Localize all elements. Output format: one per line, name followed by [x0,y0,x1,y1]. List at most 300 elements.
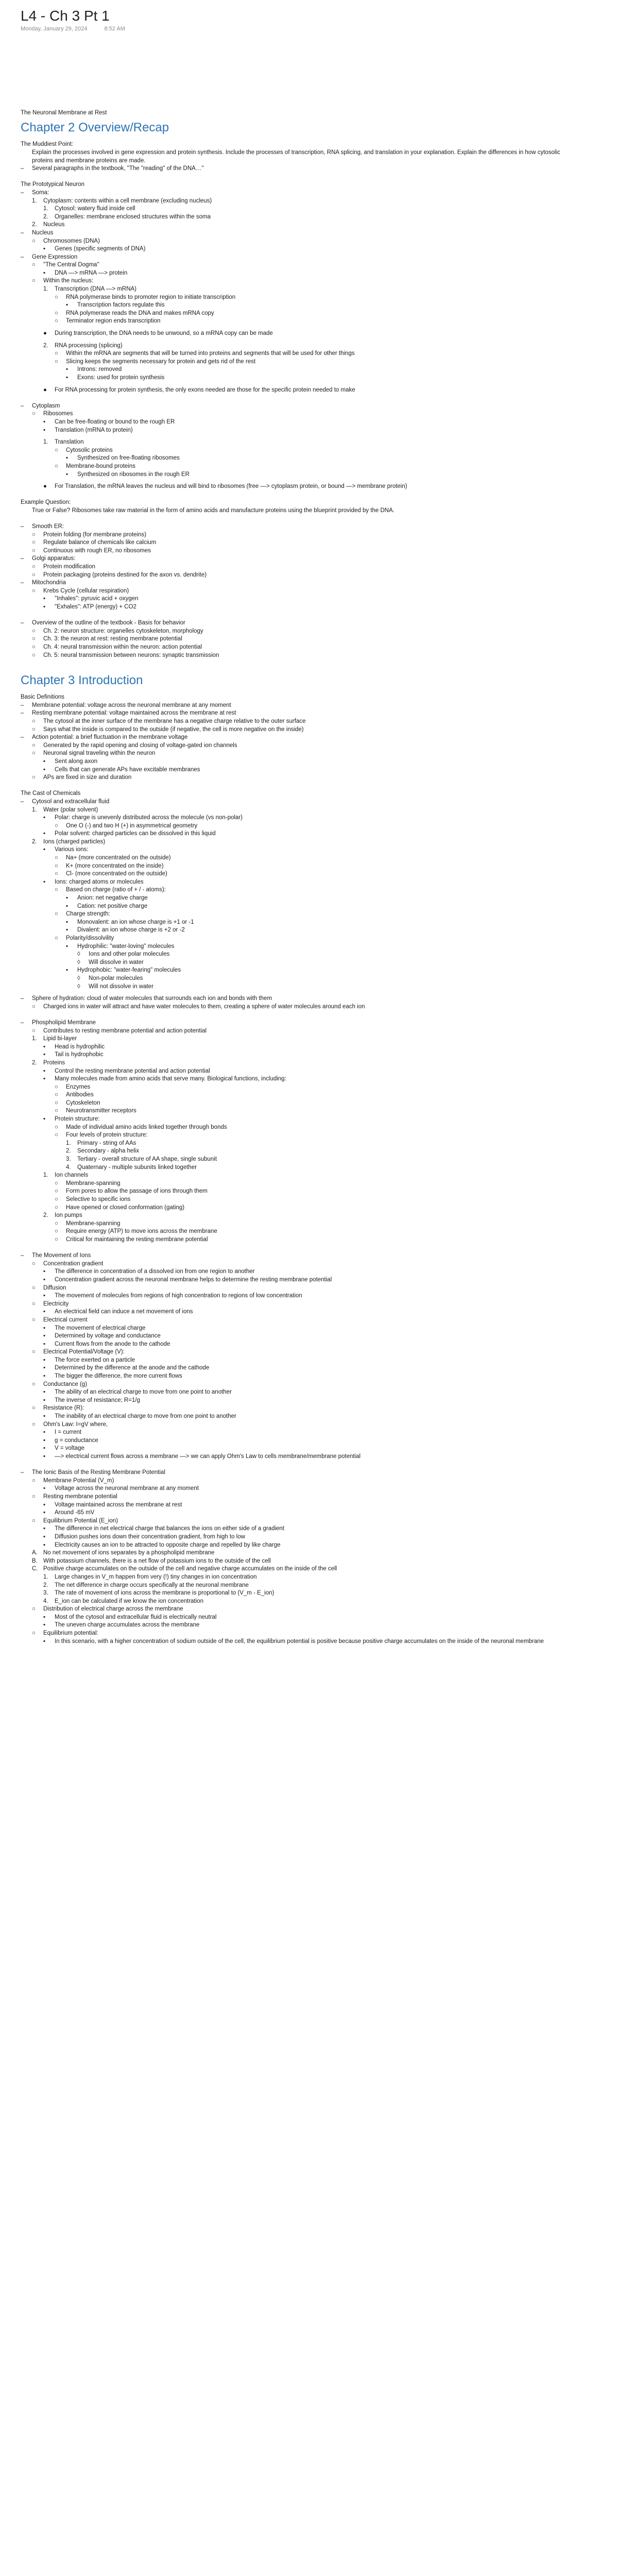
list-item [21,806,592,815]
list-item-text: E_ion can be calculated if we know the ion concentration [55,1598,203,1604]
list-marker: ▪ [43,1333,46,1340]
list-item [21,1348,592,1357]
list-item [21,1605,592,1614]
list-item [21,870,592,878]
list-marker: ▪ [43,246,46,252]
list-marker: ○ [55,310,58,316]
list-item [21,463,592,471]
list-marker: – [21,995,24,1002]
list-item-text: Within the mRNA are segments that will be turned into proteins and segments that will be used for other things [66,350,355,357]
list-item [21,1357,592,1365]
list-item [21,1212,592,1220]
list-marker: ○ [32,1027,36,1034]
list-item [21,846,592,854]
list-item [21,213,592,222]
list-item-text: Chromosomes (DNA) [43,238,100,244]
list-item [21,471,592,479]
list-marker: ▪ [43,846,46,853]
list-item [21,1381,592,1389]
list-item [21,1059,592,1067]
list-marker: ▪ [66,967,68,974]
list-item [21,1565,592,1573]
list-marker: ○ [32,1003,36,1010]
list-item-text: Equilibrium potential: [43,1630,98,1637]
list-item [21,358,592,366]
list-item-text: Enzymes [66,1083,91,1090]
list-item [21,1115,592,1124]
list-marker: ◊ [77,959,80,965]
list-item-text: Gene Expression [32,253,78,260]
spacer [21,394,592,402]
list-item-text: Voltage maintained across the membrane at rest [55,1501,182,1508]
list-item-text: Voltage across the neuronal membrane at any moment [55,1485,199,1492]
list-item [21,1140,592,1148]
list-item [21,587,592,596]
list-item [21,1341,592,1349]
spacer [21,382,592,386]
list-marker: ○ [55,871,58,877]
list-marker: ▪ [43,1116,46,1123]
list-item-text: Nucleus [43,222,65,228]
list-marker: ▪ [43,1614,46,1620]
list-item-text: Polar: charge is unevenly distributed across the molecule (vs non-polar) [55,815,243,821]
list-marker: ○ [55,318,58,325]
list-marker: ○ [32,564,36,570]
list-item-text: Synthesized on ribosomes in the rough ER [77,471,190,478]
list-item-text: Overview of the outline of the textbook - Basis for behavior [32,620,185,626]
list-item [21,547,592,555]
paragraph-text: The Muddiest Point: [21,141,74,148]
list-item-text: Electricity [43,1300,69,1307]
spacer [21,173,592,181]
list-marker: ▪ [43,1453,46,1460]
list-item [21,1404,592,1413]
list-marker: ▪ [43,418,46,425]
list-item-text: Anion: net negative charge [77,895,148,902]
list-item-text: Critical for maintaining the resting membrane potential [66,1236,208,1243]
list-marker: – [21,189,24,196]
list-marker: – [21,1469,24,1476]
list-item [21,1469,592,1477]
list-item-text: DNA —> mRNA —> protein [55,269,128,276]
list-marker: ▪ [43,1341,46,1347]
list-marker: ▪ [43,1397,46,1403]
list-item [21,1582,592,1590]
list-marker: ○ [55,1132,58,1139]
list-marker: B. [32,1557,38,1564]
list-marker: ○ [55,1092,58,1098]
list-item-text: Sphere of hydration: cloud of water molecules that surrounds each ion and bonds with them [32,995,272,1002]
list-marker: 4. [43,1598,48,1604]
list-item-text: The difference in net electrical charge that balances the ions on either side of a gradient [55,1526,285,1532]
list-marker: ▪ [66,455,68,462]
list-item-text: Membrane-spanning [66,1180,121,1187]
list-item-text: Many molecules made from amino acids that serve many. Biological functions, including: [55,1076,286,1082]
list-item [21,1549,592,1557]
list-item-text: Tertiary - overall structure of AA shape, single subunit [77,1156,217,1163]
list-item [21,619,592,628]
list-item [21,1107,592,1115]
list-marker: ▪ [43,1413,46,1420]
page-title[interactable]: L4 - Ch 3 Pt 1 [21,8,110,24]
list-item-text: RNA processing (splicing) [55,342,123,349]
list-marker: ○ [32,1300,36,1307]
list-item [21,1453,592,1461]
paragraph-text: Explain the processes involved in gene expression and protein synthesis. Include the processes of transcription, RNA splicing, and translation in your explanation. Explain the differences in how cytosolic proteins and membrane proteins are made. [32,149,560,164]
list-item [21,523,592,531]
list-item-text: Resting membrane potential: voltage maintained across the membrane at rest [32,710,236,717]
list-marker: ▪ [66,366,68,373]
list-marker: – [21,253,24,260]
list-item [21,718,592,726]
list-item [21,1099,592,1108]
paragraph-text: Basic Definitions [21,694,65,701]
spacer [21,93,592,101]
list-marker: ○ [32,644,36,650]
list-item-text: Action potential: a brief fluctuation in the membrane voltage [32,734,188,741]
list-item [21,317,592,326]
list-marker: ▪ [43,1526,46,1532]
list-item [21,709,592,718]
list-item-text: The net difference in charge occurs specifically at the neuronal membrane [55,1582,249,1588]
list-marker: 1. [32,806,37,813]
list-marker: 4. [66,1164,71,1171]
list-marker: ○ [32,1421,36,1428]
list-marker: ▪ [43,1357,46,1363]
list-item [21,1083,592,1092]
list-item-text: Mitochondria [32,580,66,586]
list-item-text: With potassium channels, there is a net flow of potassium ions to the outside of the cell [43,1557,271,1564]
page-date: Monday, January 29, 2024 [21,26,88,32]
list-item-text: During transcription, the DNA needs to be unwound, so a mRNA copy can be made [55,330,273,337]
list-item [21,975,592,983]
list-item [21,1075,592,1083]
list-item-text: Cytosol and extracellular fluid [32,798,110,805]
list-marker: ▪ [43,831,46,837]
list-marker: ▪ [66,895,68,902]
list-item-text: Ribosomes [43,411,73,417]
list-item-text: Diffusion pushes ions down their concentration gradient, from high to low [55,1533,245,1540]
list-marker: – [21,620,24,626]
list-item [21,1493,592,1501]
list-marker: ▪ [43,1437,46,1444]
list-item [21,1276,592,1284]
list-item [21,1260,592,1268]
list-item [21,814,592,822]
list-marker: ▪ [43,1485,46,1492]
list-item [21,402,592,411]
list-marker: ▪ [43,1501,46,1508]
list-item [21,766,592,774]
list-item-text: Divalent: an ion whose charge is +2 or -2 [77,927,185,934]
list-item [21,750,592,758]
list-marker: ○ [32,531,36,538]
list-item [21,563,592,571]
list-marker: ▪ [43,1043,46,1050]
list-item [21,571,592,580]
list-item-text: Four levels of protein structure: [66,1132,148,1139]
list-item-text: Ion pumps [55,1212,82,1219]
note-content[interactable] [21,85,592,1646]
list-marker: ○ [32,587,36,594]
list-item-text: Distribution of electrical charge across the membrane [43,1606,183,1613]
list-marker: 2. [43,1212,48,1219]
list-item [21,1172,592,1180]
list-marker: 1. [43,1172,48,1179]
paragraph [21,790,592,798]
list-marker: C. [32,1566,38,1572]
list-item-text: Ch. 2: neuron structure: organelles cytoskeleton, morphology [43,628,203,634]
spacer [21,1011,592,1019]
list-item [21,1413,592,1421]
list-item-text: Cytoplasm: contents within a cell membrane (excluding nucleus) [43,197,212,204]
list-item [21,310,592,318]
paragraph [21,499,592,507]
list-item [21,1614,592,1622]
list-item-text: For Translation, the mRNA leaves the nucleus and will bind to ribosomes (free —> cytoplasm protein, or bound —> membrane protein) [55,483,407,490]
list-marker: – [21,798,24,805]
list-marker: ○ [32,628,36,634]
list-item [21,1035,592,1043]
list-item [21,410,592,418]
list-item [21,454,592,463]
list-item [21,301,592,310]
list-item [21,285,592,294]
paragraph-text: The Cast of Chemicals [21,790,81,797]
list-item-text: Hydrophilic: "water-loving" molecules [77,943,175,950]
list-marker: – [21,402,24,409]
list-marker: 2. [43,1582,48,1588]
list-item-text: Head is hydrophilic [55,1043,105,1050]
list-item [21,774,592,782]
list-marker: ▪ [43,1365,46,1371]
list-item-text: Terminator region ends transcription [66,318,161,325]
list-item-text: Soma: [32,189,49,196]
list-marker: ▪ [43,269,46,276]
list-marker: ▪ [43,604,46,611]
list-item-text: Transcription factors regulate this [77,302,165,309]
list-item [21,894,592,903]
spacer [21,434,592,438]
list-item-text: Tail is hydrophobic [55,1052,104,1058]
list-marker: – [21,734,24,741]
list-item-text: Cytosolic proteins [66,447,113,453]
list-marker: ○ [55,1188,58,1195]
list-marker: ◊ [77,983,80,990]
list-item-text: The bigger the difference, the more current flows [55,1373,182,1380]
list-item-text: The rate of movement of ions across the membrane is proportional to (V_m - E_ion) [55,1590,274,1597]
list-marker: ▪ [43,1622,46,1629]
list-marker: ▪ [43,1533,46,1540]
list-item-text: Protein structure: [55,1116,100,1123]
list-item-text: Most of the cytosol and extracellular fluid is electrically neutral [55,1614,217,1620]
list-marker: ○ [55,1196,58,1202]
list-marker: – [21,580,24,586]
list-item [21,1300,592,1309]
list-item [21,862,592,871]
list-item [21,1437,592,1445]
list-marker: – [21,1019,24,1026]
list-marker: ▪ [43,1389,46,1396]
list-item-text: Non-polar molecules [89,975,143,981]
list-item-text: Determined by the difference at the anode and the cathode [55,1365,210,1371]
list-item [21,886,592,894]
list-marker: – [21,710,24,717]
spacer [21,491,592,499]
list-item [21,1325,592,1333]
list-marker: ▪ [43,1510,46,1516]
list-item-text: Membrane-spanning [66,1220,121,1227]
list-marker: ○ [55,447,58,453]
list-item-text: Cytoplasm [32,402,60,409]
list-item-text: Several paragraphs in the textbook, "The "reading" of the DNA…" [32,165,204,172]
list-item [21,758,592,766]
list-item [21,903,592,911]
list-marker: ○ [32,571,36,578]
list-item-text: Contributes to resting membrane potential and action potential [43,1027,207,1034]
list-item-text: Large changes in V_m happen from very (!) tiny changes in ion concentration [55,1573,257,1580]
spacer [21,1461,592,1469]
spacer [21,782,592,790]
list-item [21,951,592,959]
list-marker: ○ [55,350,58,357]
list-item [21,959,592,967]
list-item [21,366,592,374]
list-item [21,1541,592,1550]
list-item [21,1429,592,1437]
list-item-text: Resistance (R): [43,1405,84,1412]
list-item-text: Within the nucleus: [43,278,94,284]
list-item-text: "Exhales": ATP (energy) + CO2 [55,604,136,611]
list-item-text: An electrical field can induce a net movement of ions [55,1309,193,1315]
list-marker: ○ [32,547,36,554]
list-marker: ○ [55,463,58,469]
list-item-text: Lipid bi-layer [43,1036,77,1042]
spacer [21,612,592,620]
list-item [21,1131,592,1140]
list-marker: ○ [55,1180,58,1187]
list-item-text: Ions and other polar molecules [89,951,170,958]
list-item [21,926,592,935]
list-item-text: Made of individual amino acids linked together through bonds [66,1124,227,1130]
list-item [21,734,592,742]
list-item-text: Organelles: membrane enclosed structures within the soma [55,213,211,220]
list-item [21,253,592,262]
list-marker: ▪ [43,1067,46,1074]
list-item-text: Krebs Cycle (cellular respiration) [43,587,129,594]
list-item [21,1236,592,1244]
list-item [21,595,592,603]
list-item-text: Around -65 mV [55,1510,95,1516]
list-item [21,189,592,197]
list-item-text: Translation [55,439,84,446]
list-item [21,269,592,278]
list-item-text: "Inhales": pyruvic acid + oxygen [55,596,139,602]
list-item [21,1164,592,1172]
list-marker: ○ [32,1260,36,1267]
list-marker: ▪ [43,1076,46,1082]
list-marker: 1. [43,439,48,446]
list-item [21,1091,592,1099]
list-marker: ▪ [43,427,46,433]
list-item [21,1220,592,1228]
list-marker: ○ [32,262,36,268]
list-item [21,1638,592,1646]
list-item [21,1196,592,1204]
list-item [21,342,592,350]
list-marker: ▪ [66,302,68,309]
list-item-text: The cytosol at the inner surface of the membrane has a negative charge relative to the outer surface [43,718,306,724]
list-marker: ○ [32,1493,36,1500]
list-item-text: Transcription (DNA —> mRNA) [55,286,137,293]
list-item-text: Form pores to allow the passage of ions through them [66,1188,208,1195]
list-item-text: Ch. 3: the neuron at rest: resting membrane potential [43,636,182,642]
list-item-text: Equilibrium Potential (E_ion) [43,1517,118,1524]
list-item [21,1630,592,1638]
list-marker: ○ [32,1284,36,1291]
list-marker: ○ [32,1405,36,1412]
list-marker: 2. [43,342,48,349]
list-item-text: Cells that can generate APs have excitable membranes [55,766,200,773]
list-item-text: Cytoskeleton [66,1099,100,1106]
list-marker: ● [43,483,47,490]
list-marker: 1. [43,286,48,293]
list-item [21,1525,592,1533]
list-item [21,1557,592,1566]
list-item [21,350,592,358]
list-item [21,1316,592,1325]
list-marker: 2. [32,222,37,228]
list-item-text: Resting membrane potential [43,1493,117,1500]
list-item-text: Ion channels [55,1172,89,1179]
list-item [21,1477,592,1485]
list-item [21,878,592,887]
list-marker: ○ [32,238,36,244]
list-marker: ○ [32,726,36,733]
spacer [21,1244,592,1252]
list-item-text: Electrical Potential/Voltage (V): [43,1349,125,1355]
list-item-text: Generated by the rapid opening and closing of voltage-gated ion channels [43,742,237,749]
list-item-text: Have opened or closed conformation (gating) [66,1204,185,1211]
list-item-text: The force exerted on a particle [55,1357,135,1363]
list-item-text: Water (polar solvent) [43,806,98,813]
list-item-text: Golgi apparatus: [32,555,76,562]
list-item-text: Translation (mRNA to protein) [55,427,133,433]
list-marker: ○ [32,774,36,781]
list-item-text: Selective to specific ions [66,1196,131,1202]
list-marker: A. [32,1550,38,1556]
list-item-text: Charged ions in water will attract and have water molecules to them, creating a sphere of water molecules around each ion [43,1003,365,1010]
list-marker: ○ [55,887,58,893]
list-item [21,1364,592,1372]
list-item-text: The inability of an electrical charge to move from one point to another [55,1413,236,1420]
paragraph [21,507,592,515]
list-item [21,555,592,563]
list-item-text: Na+ (more concentrated on the outside) [66,855,171,861]
list-item-text: The difference in concentration of a dissolved ion from one region to another [55,1268,255,1275]
list-marker: ○ [32,718,36,724]
list-item-text: Charge strength: [66,911,110,918]
list-item [21,579,592,587]
paragraph [21,149,592,165]
list-item [21,1188,592,1196]
list-item [21,1051,592,1059]
list-marker: ○ [32,1316,36,1323]
list-item [21,531,592,539]
list-item-text: Says what the inside is compared to the outside (if negative, the cell is more negative on the inside) [43,726,304,733]
list-item-text: —> electrical current flows across a membrane —> we can apply Ohm's Law to cells membrane/membrane potential [55,1453,361,1460]
list-item [21,919,592,927]
